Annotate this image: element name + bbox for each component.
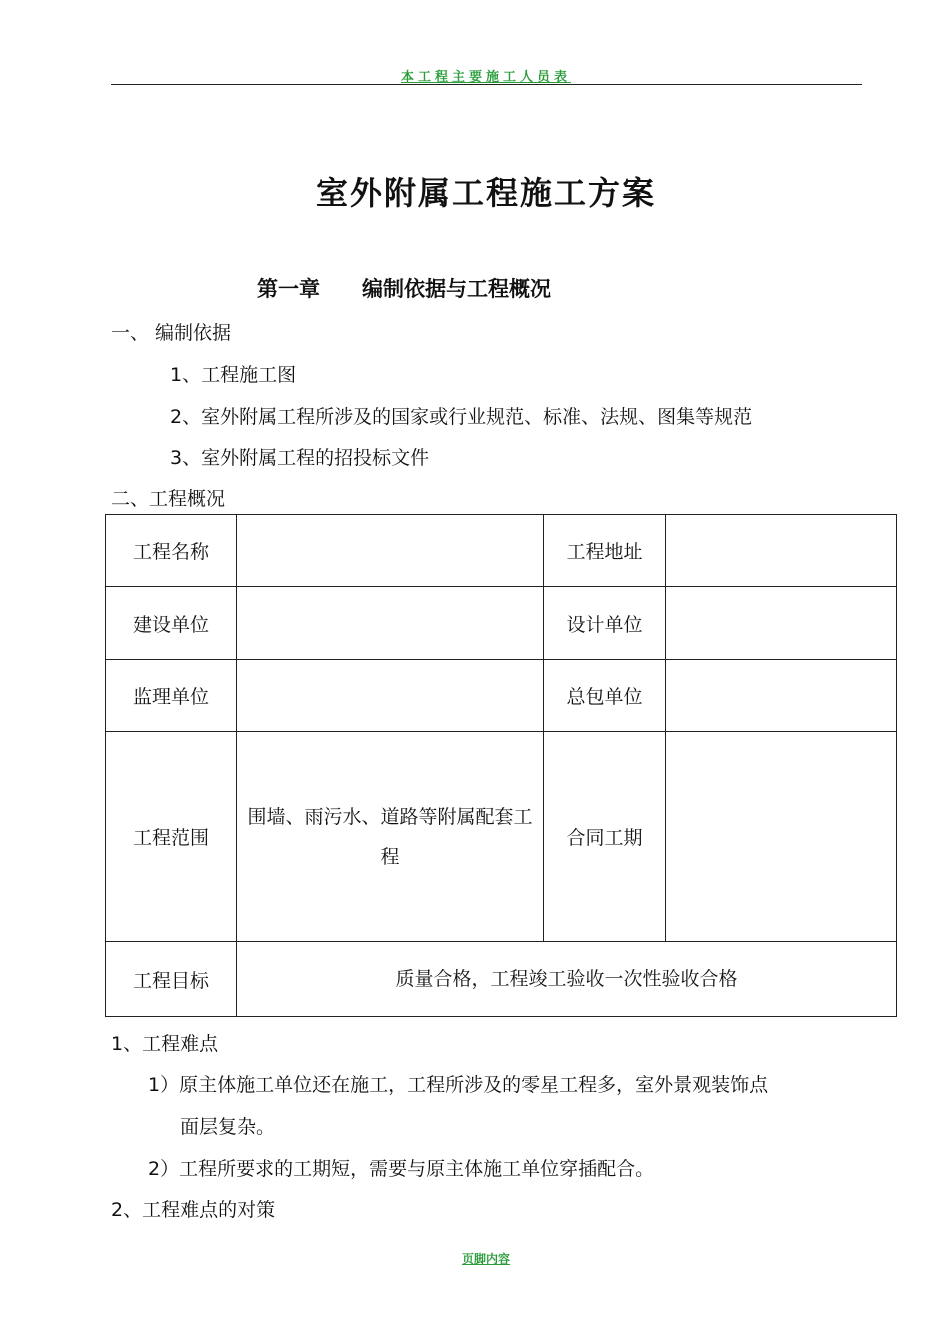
table-row — [106, 587, 897, 660]
chapter-title: 编制依据与工程概况 — [362, 276, 551, 301]
difficulty-item-2: 2）工程所要求的工期短，需要与原主体施工单位穿插配合。 — [148, 1158, 655, 1180]
basis-item: 3、室外附属工程的招投标文件 — [170, 447, 430, 469]
period-value — [666, 732, 897, 942]
project-overview-table — [105, 514, 897, 1017]
goal-value: 质量合格，工程竣工验收一次性验收合格 — [237, 942, 897, 1017]
supervisor-value — [237, 660, 544, 732]
basis-item: 2、室外附属工程所涉及的国家或行业规范、标准、法规、图集等规范 — [170, 406, 753, 428]
contractor-label: 总包单位 — [544, 660, 666, 732]
table-row — [106, 732, 897, 942]
difficulties-heading: 1、工程难点 — [111, 1033, 219, 1055]
designer-label: 设计单位 — [544, 587, 666, 660]
document-title: 室外附属工程施工方案 — [315, 174, 656, 212]
table-row — [106, 942, 897, 1017]
difficulty-item-1: 1）原主体施工单位还在施工，工程所涉及的零星工程多，室外景观装饰点 — [148, 1074, 769, 1096]
period-label: 合同工期 — [544, 732, 666, 942]
countermeasures-heading: 2、工程难点的对策 — [111, 1199, 276, 1221]
contractor-value — [666, 660, 897, 732]
scope-label: 工程范围 — [106, 732, 237, 942]
project-name-value — [237, 515, 544, 587]
supervisor-label: 监理单位 — [106, 660, 237, 732]
overview-heading: 二、工程概况 — [111, 488, 226, 510]
chapter-heading — [257, 273, 551, 303]
project-name-label: 工程名称 — [106, 515, 237, 587]
designer-value — [666, 587, 897, 660]
address-value — [666, 515, 897, 587]
scope-value: 围墙、雨污水、道路等附属配套工程 — [237, 732, 544, 942]
difficulty-item-1-cont: 面层复杂。 — [180, 1116, 276, 1138]
table-row — [106, 515, 897, 587]
header-rule — [111, 84, 862, 85]
address-label: 工程地址 — [544, 515, 666, 587]
page-footer: 页脚内容 — [461, 1252, 510, 1266]
builder-value — [237, 587, 544, 660]
goal-label: 工程目标 — [106, 942, 237, 1017]
page-header: 本工程主要施工人员表 — [400, 70, 571, 85]
builder-label: 建设单位 — [106, 587, 237, 660]
table-row — [106, 660, 897, 732]
basis-item: 1、工程施工图 — [170, 364, 297, 386]
chapter-number: 第一章 — [257, 276, 320, 301]
basis-heading: 一、 编制依据 — [111, 322, 232, 344]
